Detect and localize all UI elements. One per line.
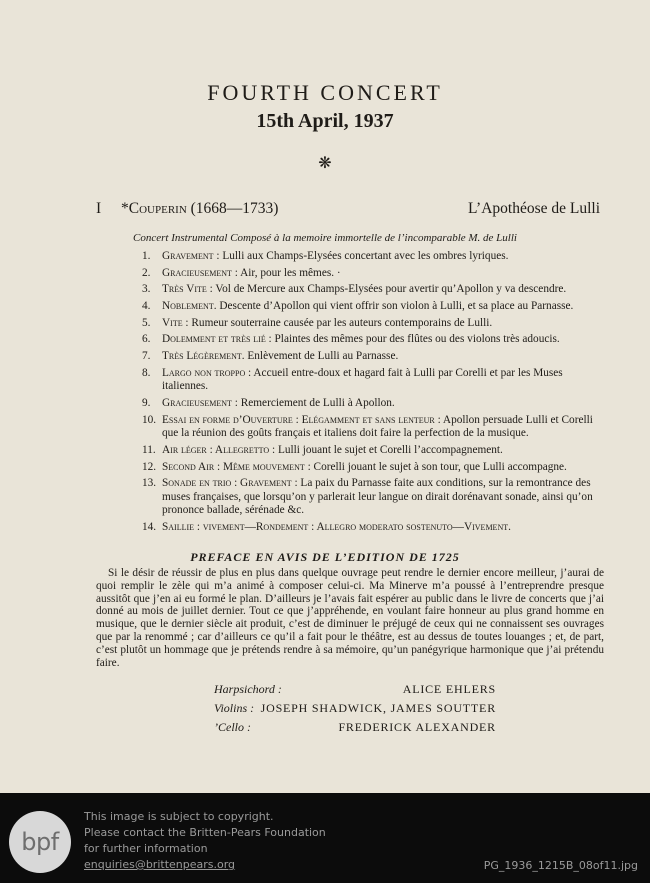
movement-tempo: Très Légèrement. xyxy=(162,350,245,363)
movement-number: 1. xyxy=(142,250,151,262)
performer-row xyxy=(214,720,496,738)
movement-tempo: Noblement. xyxy=(162,300,217,313)
movement-item xyxy=(142,317,606,331)
work-number: I xyxy=(96,200,102,217)
movement-tempo: Très Vite xyxy=(162,283,207,296)
copyright-line: This image is subject to copyright. xyxy=(84,810,274,823)
movement-number: 11. xyxy=(142,443,156,456)
movement-number: 14. xyxy=(142,520,157,533)
preface-title: PREFACE EN AVIS DE L’EDITION DE 1725 xyxy=(190,550,460,564)
copyright-notice xyxy=(84,809,326,873)
movement-tempo: Gracieusement xyxy=(162,266,232,279)
movement-description: : Air, pour les mêmes. · xyxy=(231,266,341,279)
performer-row xyxy=(214,701,496,719)
copyright-line: for further information xyxy=(84,842,208,855)
movement-description: : Rumeur souterraine causée par les auteurs contemporains de Lulli. xyxy=(182,316,493,329)
ornament-icon: ❋ xyxy=(318,155,332,172)
movement-number: 5. xyxy=(142,316,151,329)
movement-tempo: Gracieusement xyxy=(162,397,232,409)
movement-description: : Accueil entre-doux et hagard fait à Lulli par Corelli et par les Muses italiennes. xyxy=(162,366,563,393)
performer-role: ’Cello : xyxy=(214,720,251,734)
movement-description: : La paix du Parnasse faite aux conditions, sur la remontrance des muses françaises, que lorsqu’on y parlerait leur langue on dirait dorénavant sonade, ainsi qu’on prononce ballade, sérénade &c. xyxy=(162,477,593,517)
concert-date: 15th April, 1937 xyxy=(256,110,394,132)
movement-description: : Lulli jouant le sujet et Corelli l’accompagnement. xyxy=(269,443,503,456)
movement-item xyxy=(142,444,606,458)
movement-tempo: Second Air : Même mouvement xyxy=(162,460,305,473)
preface-text: Si le désir de réussir de plus en plus dans quelque ouvrage peut rendre le dernier encore meilleur, j’aurai de quoi remplir le zèle qui m’a animé à composer celui-ci. Ma Minerve m’a poussé à l’entreprendre presque aussitôt que j’en ai eu formé le plan. D’ailleurs je l’avais fait espérer au public dans le livre de concerts que j’ai donné au mois de juillet dernier. Tout ce que j’appréhende, en voulant faire honneur au plus grand homme en musique, que le dernier siècle ait produit, c’est de diminuer le préjugé de ceux qui ne connaissent ses ouvrages que par la renommé ; car d’ailleurs ce qu’il a fait pour le théâtre, est au dessus de toutes louanges ; et, de part, c’est plutôt un hommage que je prétends rendre à sa mémoire, qu’un panégyrique harmonique que j’ai prétendu faire. xyxy=(96,567,604,669)
performer-row xyxy=(214,682,496,700)
movement-description: : Lulli aux Champs-Elysées concertant avec les ombres lyriques. xyxy=(213,250,509,262)
movement-tempo: Dolemment et très lié xyxy=(162,333,266,346)
movement-description: : Vol de Mercure aux Champs-Elysées pour avertir qu’Apollon y va descendre. xyxy=(206,283,567,296)
movement-description: : Remerciement de Lulli à Apollon. xyxy=(231,397,395,409)
movement-description: Enlèvement de Lulli au Parnasse. xyxy=(244,350,399,363)
movement-list xyxy=(142,250,606,538)
movement-tempo: Largo non troppo xyxy=(162,366,246,379)
performer-name: ALICE EHLERS xyxy=(402,682,496,696)
movement-number: 12. xyxy=(142,460,157,473)
movement-number: 7. xyxy=(142,350,151,363)
movement-number: 3. xyxy=(142,283,151,296)
movement-number: 9. xyxy=(142,397,151,409)
movement-item xyxy=(142,397,606,411)
movement-tempo: Essai en forme d’Ouverture : Elégamment et sans lenteur xyxy=(162,413,435,426)
movement-description: Descente d’Apollon qui vient offrir son violon à Lulli, et sa place au Parnasse. xyxy=(216,300,574,313)
performer-name: FREDERICK ALEXANDER xyxy=(338,720,496,734)
movement-item xyxy=(142,461,606,475)
movement-item xyxy=(142,267,606,281)
movement-number: 2. xyxy=(142,266,151,279)
movement-tempo: Sonade en trio : Gravement xyxy=(162,477,292,490)
composer-name: *Couperin (1668—1733) xyxy=(121,200,279,217)
movement-description: : Corelli jouant le sujet à son tour, que Lulli accompagne. xyxy=(304,460,567,473)
bpf-logo: bpf xyxy=(9,811,71,873)
movement-item xyxy=(142,350,606,364)
movement-item xyxy=(142,250,606,264)
movement-item xyxy=(142,477,606,518)
movement-item xyxy=(142,414,606,441)
movement-tempo: Vite xyxy=(162,316,183,329)
movement-number: 10. xyxy=(142,413,157,426)
movement-number: 4. xyxy=(142,300,151,313)
movement-description: : Plaintes des mêmes pour des flûtes ou des violons très adoucis. xyxy=(265,333,560,346)
movement-number: 13. xyxy=(142,477,157,490)
movement-number: 8. xyxy=(142,366,151,379)
movement-item xyxy=(142,367,606,394)
movement-item xyxy=(142,300,606,314)
movement-description: : Apollon persuade Lulli et Corelli que la réunion des goûts français et italiens doit faire la perfection de la musique. xyxy=(162,413,593,440)
movement-tempo: Saillie : vivement—Rondement : Allegro moderato sostenuto—Vivement. xyxy=(162,520,511,533)
movement-tempo: Air léger : Allegretto xyxy=(162,443,270,456)
movement-item xyxy=(142,333,606,347)
email-link[interactable]: enquiries@brittenpears.org xyxy=(84,858,236,871)
movement-item xyxy=(142,283,606,297)
concert-title: FOURTH CONCERT xyxy=(207,80,443,105)
image-filename: PG_1936_1215B_08of11.jpg xyxy=(483,859,638,872)
movement-tempo: Gravement xyxy=(162,250,214,262)
movement-number: 6. xyxy=(142,333,151,346)
work-heading xyxy=(96,200,600,222)
performer-name: JOSEPH SHADWICK, JAMES SOUTTER xyxy=(260,701,496,715)
copyright-line: Please contact the Britten-Pears Foundation xyxy=(84,826,326,839)
work-subtitle: Concert Instrumental Composé à la memoire immortelle de l’incomparable M. de Lulli xyxy=(133,232,517,244)
work-title: L’Apothéose de Lulli xyxy=(467,200,600,217)
performer-role: Violins : xyxy=(214,701,255,715)
movement-item xyxy=(142,521,606,535)
performer-role: Harpsichord : xyxy=(214,682,282,696)
